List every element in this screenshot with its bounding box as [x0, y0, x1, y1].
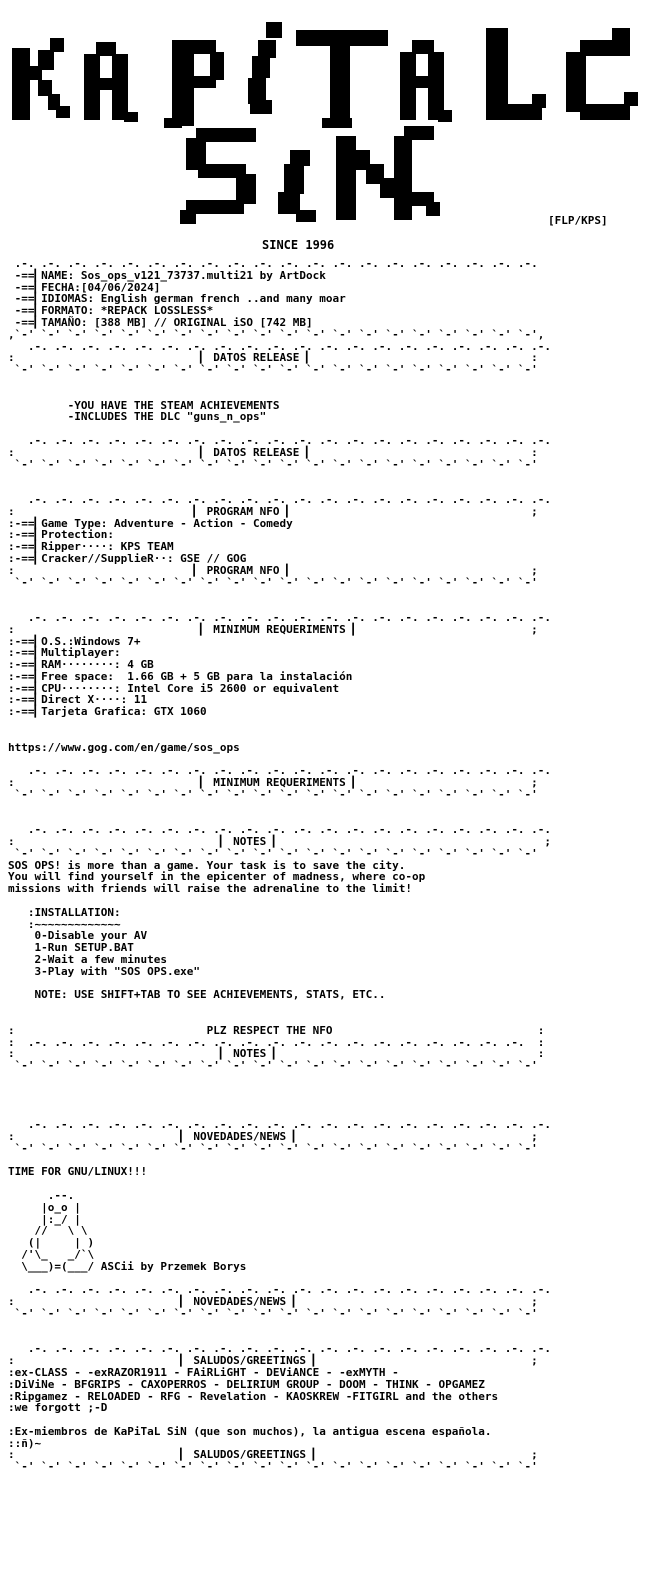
- logo-graphic: [0, 0, 656, 240]
- since-year: SINCE 1996: [262, 238, 335, 252]
- group-tag: [FLP/KPS]: [548, 214, 608, 227]
- kapital-sin-logo: [0, 0, 656, 240]
- nfo-text: .-. .-. .-. .-. .-. .-. .-. .-. .-. .-. .-. .-. .-. .-. .-. .-. .-. .-. .-. .-. -==▎NAME: Sos_ops_v121_73737.multi21 by ArtDock -==▎FECHA:[04/06/2024] -==▎IDIOMAS: English german french ..and many moar -==▎FORMATO: *REPACK LOSSLESS* -==▎TAMAÑO: [388 MB] // ORIGINAL iSO [742 MB] ,`-' `-' `-' `-' `-' `-' `-' `-' `-' `-' `-' `-' `-' `-' `-' `-' `-' `-' `-' `-', .-. .-. .-. .-. .-. .-. .-. .-. .-. .-. .-. .-. .-. .-. .-. .-. .-. .-. .-. .-. : ▎ DATOS RELEASE ▎ : `-' `-' `-' `-' `-' `-' `-' `-' `-' `-' `-' `-' `-' `-' `-' `-' `-' `-' `-' `-' -YOU HAVE THE STEAM ACHIEVEMENTS -INCLUDES THE DLC "guns_n_ops" .-. .-. .-. .-. .-. .-. .-. .-. .-. .-. .-. .-. .-. .-. .-. .-. .-. .-. .-. .-. : ▎ DATOS RELEASE ▎ : `-' `-' `-' `-' `-' `-' `-' `-' `-' `-' `-' `-' `-' `-' `-' `-' `-' `-' `-' `-' .-. .-. .-. .-. .-. .-. .-. .-. .-. .-. .-. .-. .-. .-. .-. .-. .-. .-. .-. .-. : ▎ PROGRAM NFO ▎ ; :-==▎Game Type: Adventure - Action - Comedy :-==▎Protection: :-==▎Ripper····: KPS TEAM :-==▎Cracker//SupplieR··: GSE // GOG : ▎ PROGRAM NFO ▎ ; `-' `-' `-' `-' `-' `-' `-' `-' `-' `-' `-' `-' `-' `-' `-' `-' `-' `-' `-' `-' .-. .-. .-. .-. .-. .-. .-. .-. .-. .-. .-. .-. .-. .-. .-. .-. .-. .-. .-. .-. : ▎ MINIMUM REQUERIMENTS ▎ ; :-==▎O.S.:Windows 7+ :-==▎Multiplayer: :-==▎RAM········: 4 GB :-==▎Free space: 1.66 GB + 5 GB para la instalación :-==▎CPU········: Intel Core i5 2600 or equivalent :-==▎Direct X····: 11 :-==▎Tarjeta Grafica: GTX 1060 https://www.gog.com/en/game/sos_ops .-. .-. .-. .-. .-. .-. .-. .-. .-. .-. .-. .-. .-. .-. .-. .-. .-. .-. .-. .-. : ▎ MINIMUM REQUERIMENTS ▎ ; `-' `-' `-' `-' `-' `-' `-' `-' `-' `-' `-' `-' `-' `-' `-' `-' `-' `-' `-' `-' .-. .-. .-. .-. .-. .-. .-. .-. .-. .-. .-. .-. .-. .-. .-. .-. .-. .-. .-. .-. : ▎ NOTES ▎ ; `-' `-' `-' `-' `-' `-' `-' `-' `-' `-' `-' `-' `-' `-' `-' `-' `-' `-' `-' `-' SOS OPS! is more than a game. Your task is to save the city. You will find yourself in the epicenter of madness, where co-op missions with friends will raise the adrenaline to the limit! :INSTALLATION: :~~~~~~~~~~~~~ 0-Disable your AV 1-Run SETUP.BAT 2-Wait a few minutes 3-Play with "SOS OPS.exe" NOTE: USE SHIFT+TAB TO SEE ACHIEVEMENTS, STATS, ETC.. : PLZ RESPECT THE NFO : : .-. .-. .-. .-. .-. .-. .-. .-. .-. .-. .-. .-. .-. .-. .-. .-. .-. .-. .-. : : ▎ NOTES ▎ : `-' `-' `-' `-' `-' `-' `-' `-' `-' `-' `-' `-' `-' `-' `-' `-' `-' `-' `-' `-' .-. .-. .-. .-. .-. .-. .-. .-. .-. .-. .-. .-. .-. .-. .-. .-. .-. .-. .-. .-. : ▎ NOVEDADES/NEWS ▎ ; `-' `-' `-' `-' `-' `-' `-' `-' `-' `-' `-' `-' `-' `-' `-' `-' `-' `-' `-' `-' TIME FOR GNU/LINUX!!! .--. |o_o | |:_/ | // \ \ (| | ) /'\_ _/`\ \___)=(___/ ASCii by Przemek Borys .-. .-. .-. .-. .-. .-. .-. .-. .-. .-. .-. .-. .-. .-. .-. .-. .-. .-. .-. .-. : ▎ NOVEDADES/NEWS ▎ ; `-' `-' `-' `-' `-' `-' `-' `-' `-' `-' `-' `-' `-' `-' `-' `-' `-' `-' `-' `-' .-. .-. .-. .-. .-. .-. .-. .-. .-. .-. .-. .-. .-. .-. .-. .-. .-. .-. .-. .-. : ▎ SALUDOS/GREETINGS ▎ ; :ex-CLASS - -exRAZOR1911 - FAiRLiGHT - DEViANCE - -exMYTH - :DiViNe - BFGRIPS - CAXOPERROS - DELIRIUM GROUP - DOOM - THINK - OPGAMEZ :Ripgamez - RELOADED - RFG - Revelation - KAOSKREW -FITGIRL and the others :we forgott ;-D :Ex-miembros de KaPiTaL SiN (que son muchos), la antigua escena española. ::ñ)~ : ▎ SALUDOS/GREETINGS ▎ ; `-' `-' `-' `-' `-' `-' `-' `-' `-' `-' `-' `-' `-' `-' `-' `-' `-' `-' `-' `-': [8, 257, 552, 1474]
